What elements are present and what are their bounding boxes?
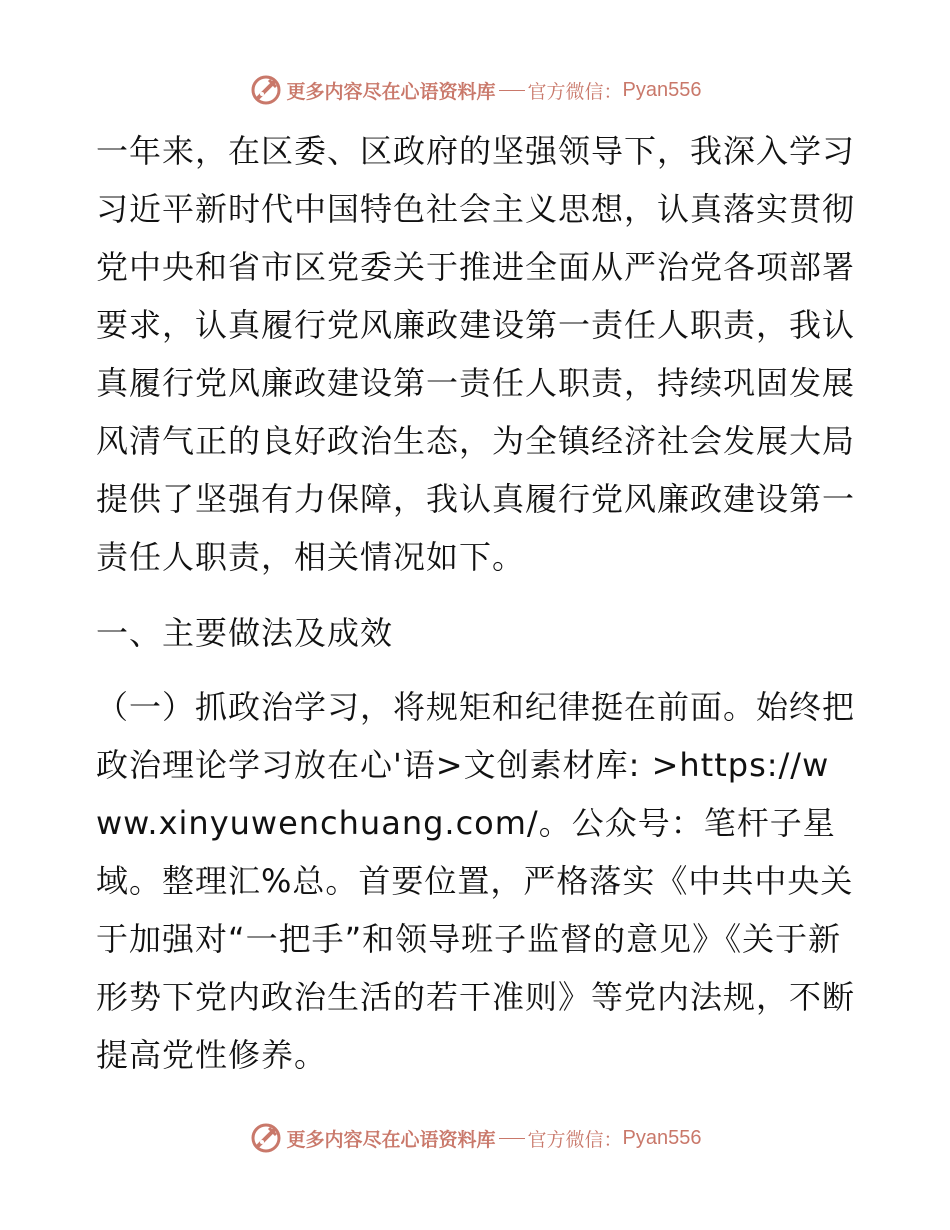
watermark-label: 官方微信： bbox=[527, 80, 623, 103]
pen-logo-icon bbox=[249, 73, 283, 107]
watermark-id: Pyan556 bbox=[622, 1126, 702, 1149]
paragraph-intro: 一年来，在区委、区政府的坚强领导下，我深入学习习近平新时代中国特色社会主义思想，认真落实贯彻党中央和省市区党委关于推进全面从严治党各项部署要求，认真履行党风廉政建设第一责任人职责，我认真履行党风廉政建设第一责任人职责，持续巩固发展风清气正的良好政治生态，为全镇经济社会发展大局提供了坚强有力保障，我认真履行党风廉政建设第一责任人职责，相关情况如下。 bbox=[96, 132, 856, 576]
watermark-dash bbox=[499, 1138, 525, 1139]
paragraph-subsection: （一）抓政治学习，将规矩和纪律挺在前面。始终把政治理论学习放在心'语>文创素材库: >https://www.xinyuwenchuang.com/。公众号：笔杆子星域。整理汇%总。首要位置，严格落实《中共中央关于加强对“一把手”和领导班子监督的意见》《关于新形势下党内政治生活的若干准则》等党内法规，不断提高党性修养。 bbox=[96, 688, 856, 1074]
watermark-id: Pyan556 bbox=[622, 78, 702, 101]
watermark-brand: 更多内容尽在心语资料库 bbox=[286, 80, 496, 103]
pen-logo-icon bbox=[249, 1121, 283, 1155]
watermark-brand: 更多内容尽在心语资料库 bbox=[286, 1128, 496, 1151]
header-watermark bbox=[0, 72, 950, 108]
watermark-label: 官方微信： bbox=[527, 1128, 623, 1151]
footer-watermark bbox=[0, 1120, 950, 1156]
section-heading: 一、主要做法及成效 bbox=[96, 614, 394, 652]
watermark-dash bbox=[499, 90, 525, 91]
